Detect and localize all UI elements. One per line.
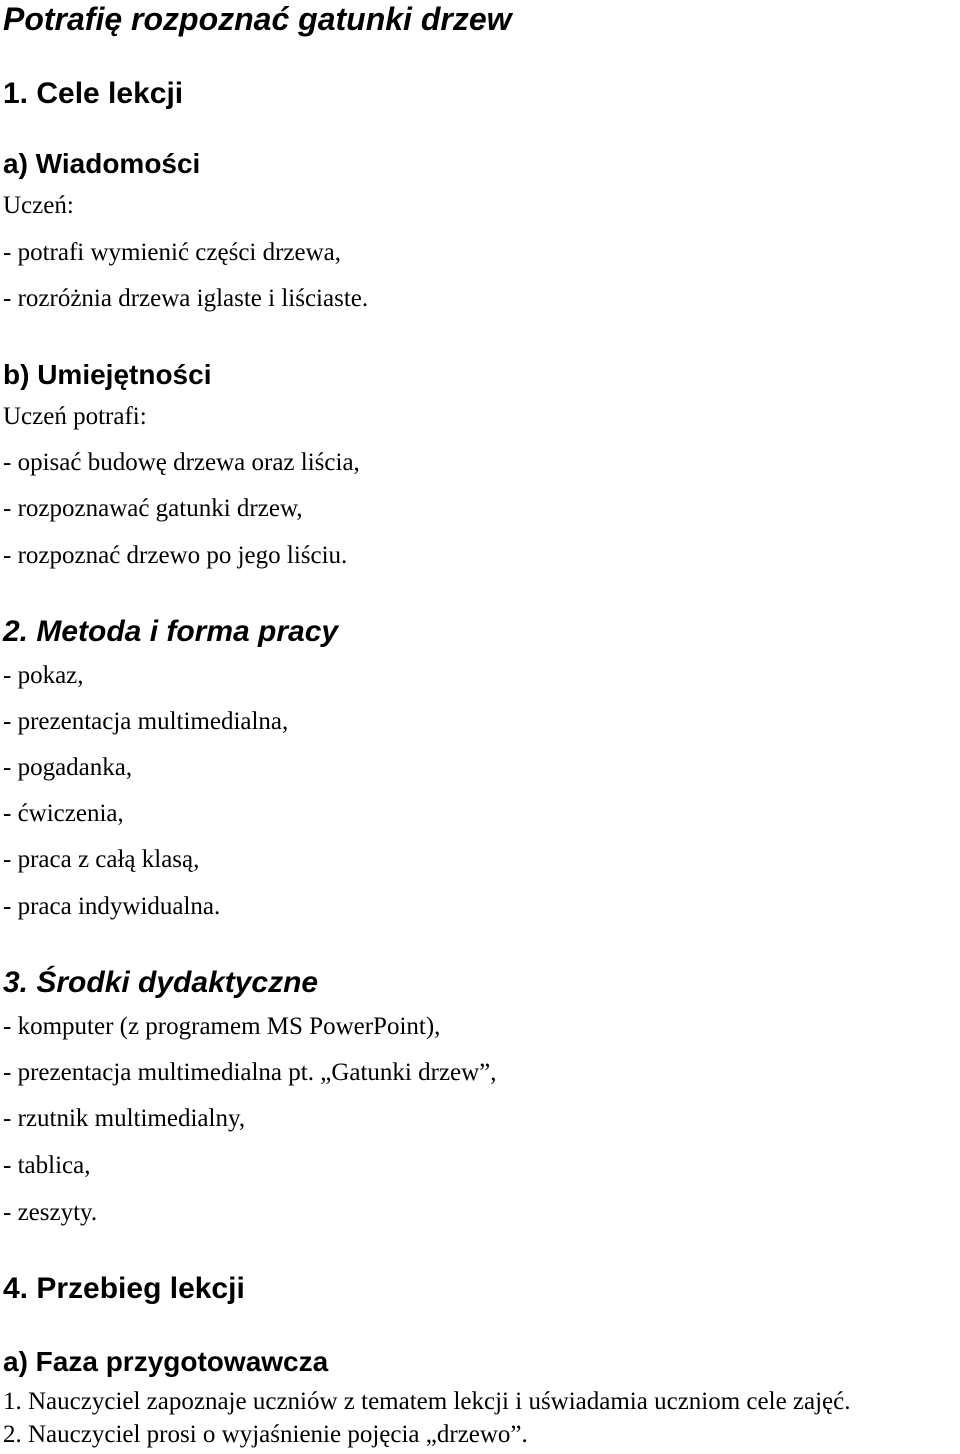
- list-item: - pokaz,: [3, 662, 84, 689]
- list-item: - praca indywidualna.: [3, 893, 221, 920]
- list-item: 1. Nauczyciel zapoznaje uczniów z tematem lekcji i uświadamia uczniom cele zajęć.: [3, 1388, 851, 1415]
- list-item: - rozpoznawać gatunki drzew,: [3, 495, 303, 522]
- intro-text: Uczeń potrafi:: [3, 403, 147, 430]
- list-item: - rzutnik multimedialny,: [3, 1105, 246, 1132]
- list-item: - zeszyty.: [3, 1199, 98, 1226]
- list-item: - komputer (z programem MS PowerPoint),: [3, 1013, 441, 1040]
- list-item: - prezentacja multimedialna pt. „Gatunki drzew”,: [3, 1059, 497, 1086]
- list-item: - opisać budowę drzewa oraz liścia,: [3, 449, 360, 476]
- list-item: 2. Nauczyciel prosi o wyjaśnienie pojęcia „drzewo”.: [3, 1421, 528, 1448]
- section-heading-srodki: 3. Środki dydaktyczne: [3, 966, 319, 999]
- subsection-heading-umiejetnosci: b) Umiejętności: [3, 359, 212, 390]
- section-heading-przebieg: 4. Przebieg lekcji: [3, 1272, 245, 1305]
- list-item: - prezentacja multimedialna,: [3, 708, 289, 735]
- list-item: - rozpoznać drzewo po jego liściu.: [3, 542, 348, 569]
- list-item: - potrafi wymienić części drzewa,: [3, 239, 342, 266]
- list-item: - rozróżnia drzewa iglaste i liściaste.: [3, 285, 369, 312]
- intro-text: Uczeń:: [3, 192, 74, 219]
- list-item: - praca z całą klasą,: [3, 846, 200, 873]
- document-title: Potrafię rozpoznać gatunki drzew: [3, 1, 512, 37]
- subsection-heading-wiadomosci: a) Wiadomości: [3, 148, 201, 179]
- section-heading-cele: 1. Cele lekcji: [3, 77, 184, 110]
- subsection-heading-faza: a) Faza przygotowawcza: [3, 1346, 329, 1377]
- list-item: - pogadanka,: [3, 754, 133, 781]
- list-item: - tablica,: [3, 1152, 91, 1179]
- list-item: - ćwiczenia,: [3, 800, 124, 827]
- section-heading-metoda: 2. Metoda i forma pracy: [3, 615, 339, 648]
